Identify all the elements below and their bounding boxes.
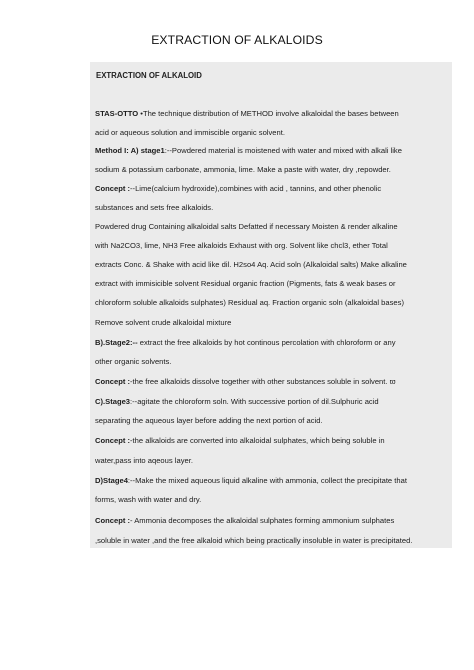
stage4-paragraph: D)Stage4:--Make the mixed aqueous liquid alkaline with ammonia, collect the precipitate that <box>95 476 407 485</box>
method1-label: Method I: A) stage1 <box>95 146 165 155</box>
concept2-paragraph: Concept :-the free alkaloids dissolve together with other substances soluble in solvent. ϖ <box>95 377 396 386</box>
stage2-label: B).Stage2:-- <box>95 338 138 347</box>
concept3-label: Concept : <box>95 436 131 445</box>
concept2-label: Concept : <box>95 377 131 386</box>
concept1-paragraph: Concept :--Lime(calcium hydroxide),combines with acid , tannins, and other phenolic <box>95 184 382 193</box>
stage3-paragraph: C).Stage3:--agitate the chloroform soln. With successive portion of dil.Sulphuric acid <box>95 397 379 406</box>
concept4-paragraph: Concept :- Ammonia decomposes the alkaloidal sulphates forming ammonium sulphates <box>95 516 395 525</box>
procedure-line: Powdered drug Containing alkaloidal salts Defatted if necessary Moisten & render alkaline <box>95 222 398 231</box>
section-heading: EXTRACTION OF ALKALOID <box>96 71 202 80</box>
concept4-label: Concept : <box>95 516 131 525</box>
procedure-line: Remove solvent crude alkaloidal mixture <box>95 318 232 327</box>
method1-paragraph: Method I: A) stage1:--Powdered material is moistened with water and mixed with alkali like <box>95 146 402 155</box>
procedure-line: with Na2CO3, lime, NH3 Free alkaloids Exhaust with org. Solvent like chcl3, ether Total <box>95 241 388 250</box>
concept3-paragraph: Concept :-the alkaloids are converted into alkaloidal sulphates, which being soluble in <box>95 436 385 445</box>
procedure-line: chloroform soluble alkaloids sulphates) Residual aq. Fraction organic soln (alkaloidal bases) <box>95 298 404 307</box>
stage3-label: C).Stage3 <box>95 397 131 406</box>
stage4-label: D)Stage4 <box>95 476 128 485</box>
stas-otto-label: STAS-OTTO <box>95 109 139 118</box>
procedure-line: extract with immisicible solvent Residual organic fraction (Pigments, fats & weak bases or <box>95 279 396 288</box>
stas-otto-paragraph: STAS-OTTO •The technique distribution of METHOD involve alkaloidal the bases between <box>95 109 399 118</box>
page-title: EXTRACTION OF ALKALOIDS <box>151 33 323 47</box>
concept1-label: Concept : <box>95 184 131 193</box>
stage2-paragraph: B).Stage2:-- extract the free alkaloids by hot continous percolation with chloroform or any <box>95 338 396 347</box>
procedure-line: extracts Conc. & Shake with acid like dil. H2so4 Aq. Acid soln (Alkaloidal salts) Make alkaline <box>95 260 407 269</box>
